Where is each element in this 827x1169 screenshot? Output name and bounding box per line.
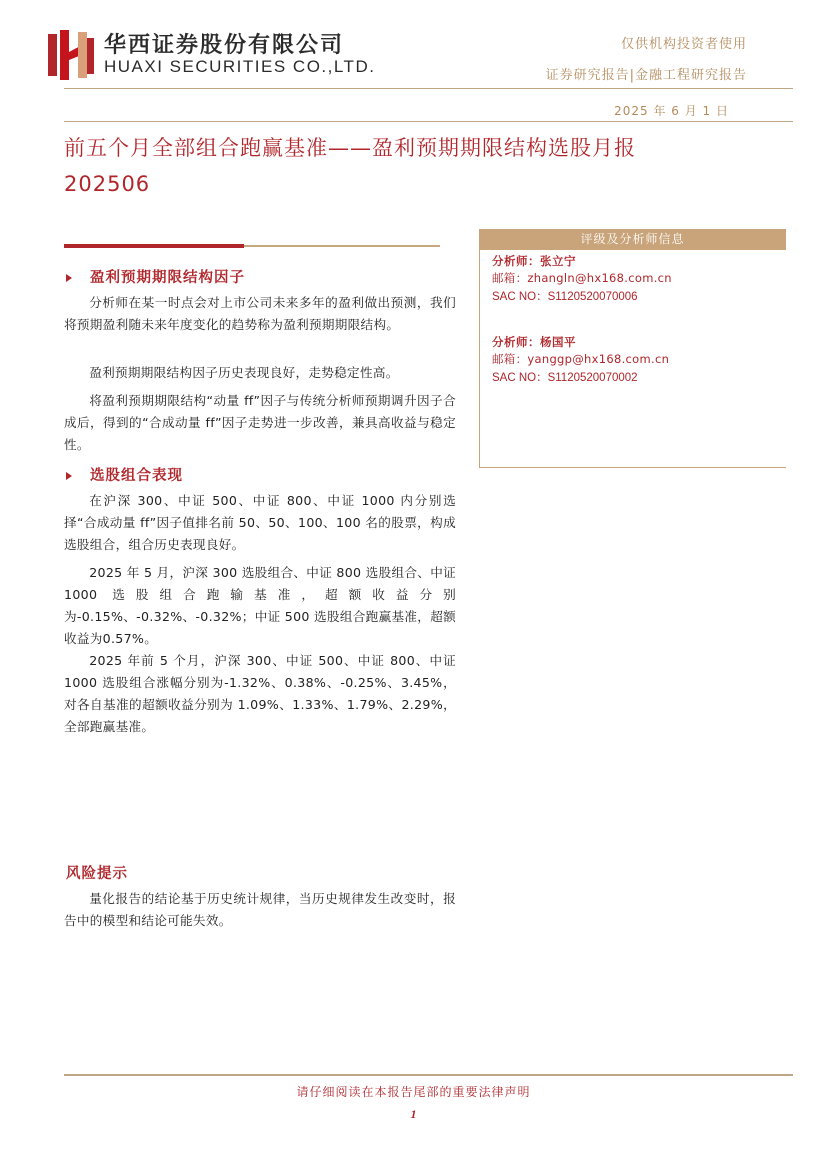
triangle-bullet-icon [66, 472, 72, 480]
report-category: 证券研究报告|金融工程研究报告 [545, 68, 747, 83]
audience-note: 仅供机构投资者使用 [620, 37, 747, 52]
analyst-name: 分析师：杨国平 [492, 335, 576, 349]
section-bar-gold [244, 245, 440, 247]
paragraph: 2025 年前 5 个月，沪深 300、中证 500、中证 800、中证1000 选股组合涨幅分别为-1.32%、0.38%、-0.25%、3.45%，对各自基准的超额收益分别为 1.09%、1.33%、1.79%、2.29%，全部跑赢基准。 [64, 653, 456, 734]
header-divider [64, 88, 793, 89]
risk-text: 量化报告的结论基于历史统计规律，当历史规律发生改变时，报告中的模型和结论可能失效。 [64, 891, 456, 928]
company-name-cn: 华西证券股份有限公司 [104, 33, 345, 58]
section-bar-red [64, 244, 244, 248]
report-title-line1: 前五个月全部组合跑赢基准——盈利预期期限结构选股月报 [64, 136, 636, 160]
analyst-sac: SAC NO：S1120520070002 [492, 372, 638, 384]
paragraph: 分析师在某一时点会对上市公司未来多年的盈利做出预测，我们将预期盈利随未来年度变化的趋势称为盈利预期期限结构。 [64, 295, 456, 332]
report-title [64, 130, 754, 202]
section-heading-portfolio: 选股组合表现 [66, 464, 183, 485]
paragraph: 将盈利预期期限结构“动量 ff”因子与传统分析师预期调升因子合成后，得到的“合成动量 ff”因子走势进一步改善，兼具高收益与稳定性。 [64, 393, 456, 452]
analyst-panel-header: 评级及分析师信息 [479, 229, 786, 250]
footer-disclaimer: 请仔细阅读在本报告尾部的重要法律声明 [296, 1085, 531, 1099]
analyst-email[interactable]: 邮箱：yanggp@hx168.com.cn [492, 352, 670, 366]
company-logo-icon [48, 30, 94, 80]
analyst-panel-border [479, 250, 480, 468]
paragraph: 盈利预期期限结构因子历史表现良好，走势稳定性高。 [89, 365, 399, 380]
analyst-name: 分析师：张立宁 [492, 254, 576, 268]
report-title-line2: 202506 [64, 172, 151, 196]
analyst-sac: SAC NO：S1120520070006 [492, 291, 638, 303]
triangle-bullet-icon [66, 274, 72, 282]
paragraph: 在沪深 300、中证 500、中证 800、中证 1000 内分别选择“合成动量 ff”因子值排名前 50、50、100、100 名的股票，构成选股组合，组合历史表现良好。 [64, 493, 456, 552]
footer-divider [64, 1074, 793, 1076]
risk-heading: 风险提示 [66, 866, 128, 882]
company-name-en: HUAXI SECURITIES CO.,LTD. [104, 57, 376, 76]
paragraph: 2025 年 5 月，沪深 300 选股组合、中证 800 选股组合、中证 1000 选股组合跑输基准，超额收益分别为-0.15%、-0.32%、-0.32%；中证 500 选股组合跑赢基准，超额收益为0.57%。 [64, 565, 456, 646]
page-number: 1 [410, 1107, 417, 1121]
section-heading-factor: 盈利预期期限结构因子 [66, 266, 245, 287]
analyst-email[interactable]: 邮箱：zhangln@hx168.com.cn [492, 271, 672, 285]
date-divider [64, 121, 793, 122]
report-date: 2025 年 6 月 1 日 [614, 104, 729, 118]
analyst-panel-border [479, 467, 786, 468]
